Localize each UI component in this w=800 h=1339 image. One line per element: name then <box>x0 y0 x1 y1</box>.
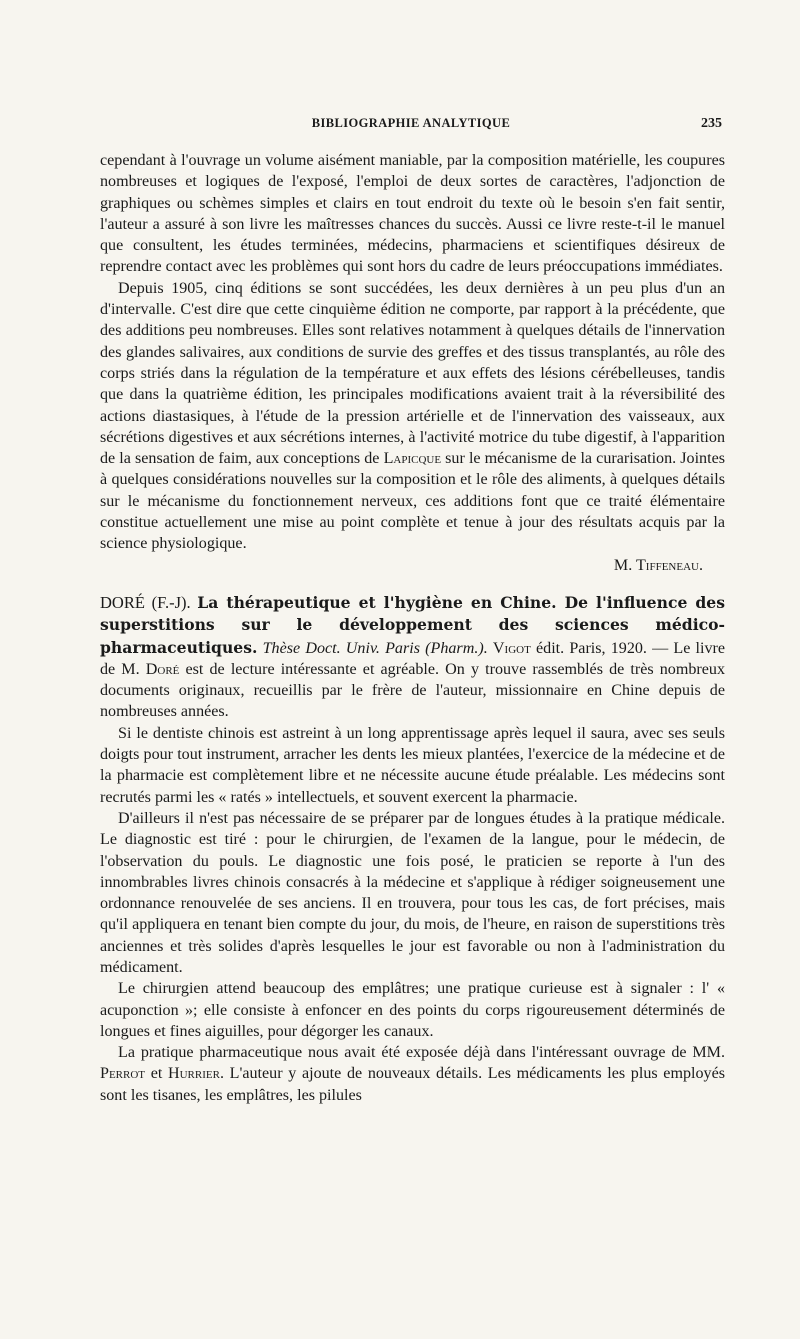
bibliography-entry <box>100 592 725 723</box>
entry-thesis: Thèse Doct. Univ. Paris (Pharm.). <box>262 639 488 657</box>
paragraph-1: cependant à l'ouvrage un volume aisément maniable, par la composition matérielle, les coupures nombreuses et logiques de l'exposé, l'emploi de deux sortes de caractères, l'adjonction de graphiques ou schèmes simples et clairs en tout endroit du texte où le besoin s'en fait sentir, l'auteur a assuré à son livre les maîtresses chances du succès. Aussi ce livre reste-t-il le manuel que consultent, les études terminées, médecins, pharmaciens et scientifiques désireux de reprendre contact avec les problèmes qui sont hors du cadre de leurs préoccupations immédiates. <box>100 152 725 276</box>
entry-text-a: édit. Paris, 1920. — Le livre de M. <box>100 639 726 678</box>
page-number: 235 <box>701 116 722 131</box>
page-body <box>100 150 725 1106</box>
entry-publisher: Vigot <box>492 639 531 657</box>
entry-author-name: Doré <box>145 660 180 678</box>
entry-author: DORÉ (F.-J). <box>100 592 191 612</box>
running-header <box>100 116 722 138</box>
header-title: BIBLIOGRAPHIE ANALYTIQUE <box>311 116 511 130</box>
paragraph-7-text-b: et <box>150 1065 163 1083</box>
paragraph-7 <box>100 1042 725 1106</box>
paragraph-5: D'ailleurs il n'est pas nécessaire de se préparer par de longues études à la pratique médicale. Le diagnostic est tiré : pour le chirurgien, de l'examen de la langue, pour le médecin, de l'observation du pouls. Le diagnostic une fois posé, le praticien se reporte à l'un des innombrables livres chinois consacrés à la médecine et s'applique à rédiger soigneusement une ordonnance renouvelée de ses anciens. Il en trouvera, pour tous les cas, de fort précises, mais qu'il appliquera en tenant bien compte du jour, du mois, de l'heure, en raison de superstitions très anciennes et très solides d'après lesquelles le jour est favorable ou non à l'administration du médicament. <box>100 809 725 976</box>
entry-title: La thérapeutique et l'hygiène en Chine. De l'influence des superstitions sur le développement des sciences médico-pharmaceutiques. <box>100 592 725 657</box>
paragraph-2-text-a: Depuis 1905, cinq éditions se sont succédées, les deux dernières à un peu plus d'un an d'intervalle. C'est dire que cette cinquième édition ne comporte, par rapport à la précédente, que des additions peu nombreuses. Elles sont relatives notamment à quelques détails de l'innervation des glandes salivaires, aux conditions de survie des greffes et des tissus transplantés, au rôle des corps striés dans la régulation de la température et aux effets des lésions cérébelleuses, tandis que dans la quatrième édition, les principales modifications avaient trait à la réversibilité des actions diastasiques, à l'étude de la pression artérielle et de l'innervation des vaisseaux, aux sécrétions digestives et aux sécrétions internes, à l'activité motrice du tube digestif, à l'apparition de la sensation de faim, aux conceptions de <box>100 279 725 468</box>
paragraph-7-text-a: La pratique pharmaceutique nous avait été exposée déjà dans l'intéressant ouvrage de MM. <box>118 1044 725 1062</box>
paragraph-7-text-c: L'auteur y ajoute de nouveaux détails. Les médicaments les plus employés sont les tisanes, les emplâtres, les pilules <box>100 1065 725 1104</box>
entry-text-b: est de lecture intéressante et agréable. On y trouve rassemblés de très nombreux documents originaux, recueillis par le frère de l'auteur, missionnaire en Chine depuis de nombreuses années. <box>100 660 725 721</box>
reviewer-signature: M. Tiffeneau. <box>613 556 703 574</box>
author-name-lapicque: Lapicque <box>383 450 442 468</box>
author-name-perrot: Perrot <box>100 1065 146 1083</box>
paragraph-4: Si le dentiste chinois est astreint à un long apprentissage après lequel il saura, avec ses seuls doigts pour tout instrument, arracher les dents les mieux plantées, l'exercice de la médecine et de la pharmacie est complètement libre et ne nécessite aucune étude préalable. Les médecins sont recrutés parmi les « ratés » intellectuels, et souvent exercent la pharmacie. <box>100 724 725 806</box>
paragraph-2 <box>100 278 725 555</box>
author-name-hurrier: Hurrier. <box>167 1065 224 1083</box>
paragraph-2-text-b: sur le mécanisme de la curarisation. Jointes à quelques considérations nouvelles sur la composition et le rôle des aliments, à quelques détails sur le mécanisme du fonctionnement nerveux, ces additions font que ce traité élémentaire constitue actuellement une mise au point complète et tenue à jour des résultats acquis par la science physiologique. <box>100 450 725 553</box>
review-signature-line <box>100 555 725 576</box>
paragraph-6: Le chirurgien attend beaucoup des emplâtres; une pratique curieuse est à signaler : l' « acuponction »; elle consiste à enfoncer en des points du corps rigoureusement déterminés de longues et fines aiguilles, pour dégorger les canaux. <box>100 980 725 1040</box>
